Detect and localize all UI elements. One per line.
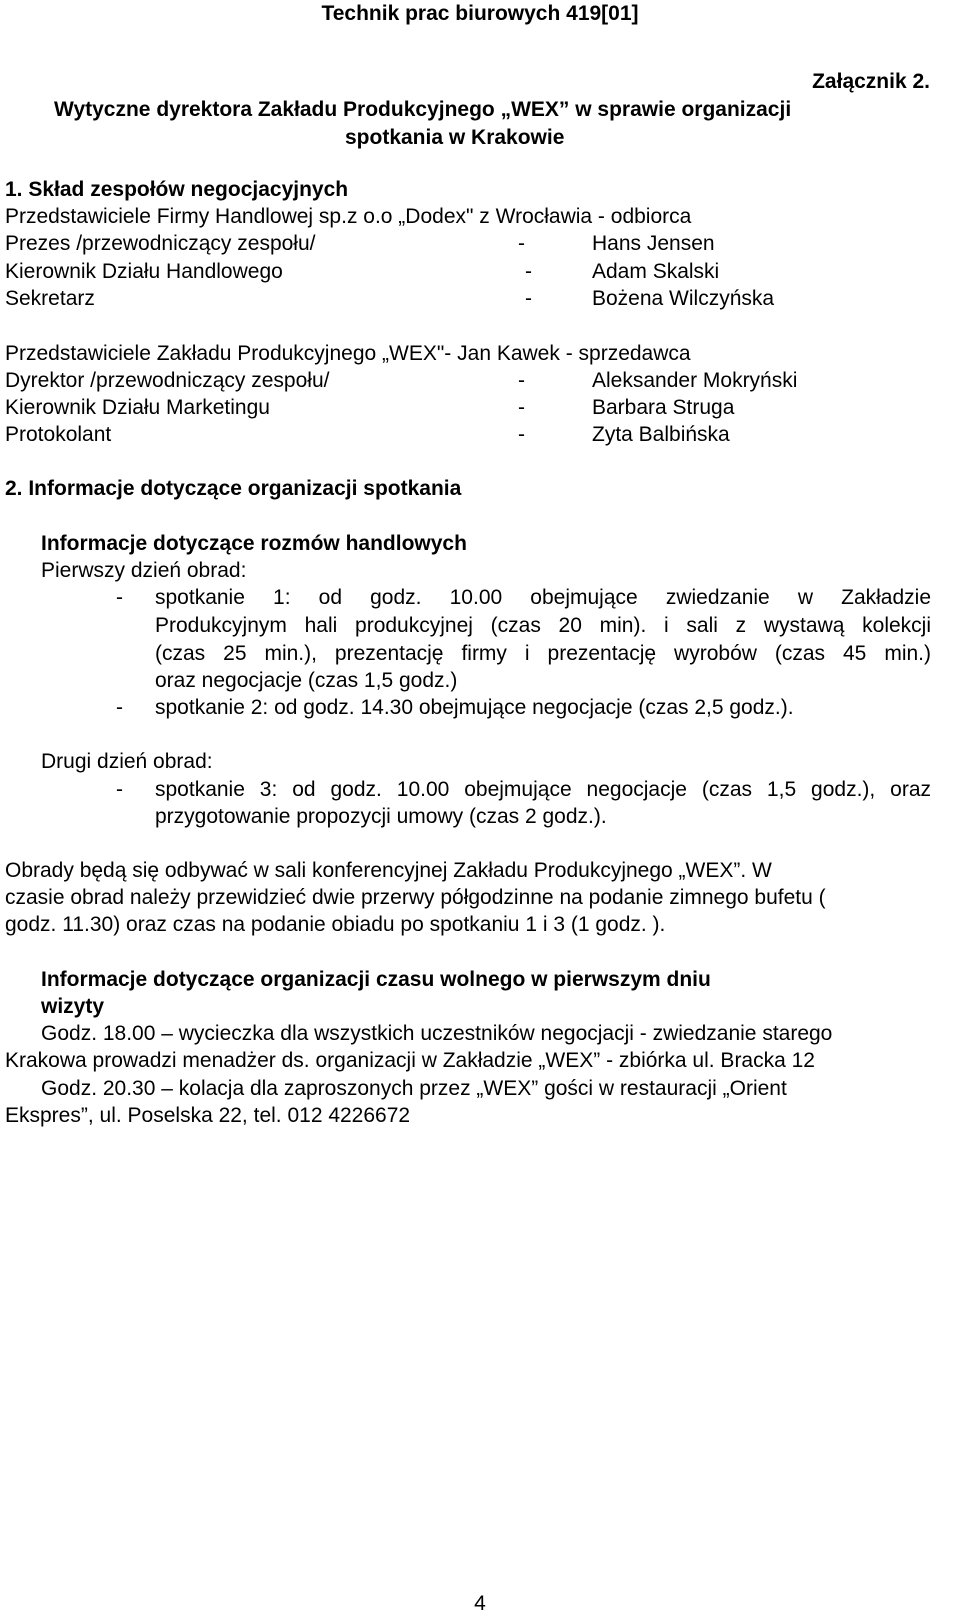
group-1-row <box>0 258 960 286</box>
row-separator: - <box>525 287 532 310</box>
venue-line: Obrady będą się odbywać w sali konferencyjnej Zakładu Produkcyjnego „WEX”. W <box>5 859 772 882</box>
venue-line: czasie obrad należy przewidzieć dwie przerwy półgodzinne na podanie zimnego bufetu ( <box>5 886 826 909</box>
person-name: Adam Skalski <box>592 260 720 283</box>
row-separator: - <box>525 260 532 283</box>
subsection-free-time: Informacje dotyczące organizacji czasu wolnego w pierwszym dniu <box>41 968 711 991</box>
group-1-row <box>0 285 960 313</box>
day-1-label: Pierwszy dzień obrad: <box>41 559 247 582</box>
person-name: Zyta Balbińska <box>592 423 730 446</box>
meeting-2-line: spotkanie 2: od godz. 14.30 obejmujące negocjacje (czas 2,5 godz.). <box>155 696 794 719</box>
meeting-3-line: przygotowanie propozycji umowy (czas 2 godz.). <box>155 805 607 828</box>
free-time-line: Godz. 18.00 – wycieczka dla wszystkich uczestników negocjacji - zwiedzanie starego <box>41 1022 833 1045</box>
person-name: Hans Jensen <box>592 232 715 255</box>
group-2-title: Przedstawiciele Zakładu Produkcyjnego „WEX"- Jan Kawek - sprzedawca <box>5 342 691 365</box>
person-name: Aleksander Mokryński <box>592 369 798 392</box>
person-name: Bożena Wilczyńska <box>592 287 775 310</box>
section-1-heading: 1. Skład zespołów negocjacyjnych <box>5 178 349 201</box>
list-bullet: - <box>116 778 123 801</box>
subsection-free-time: wizyty <box>41 995 105 1018</box>
group-1-row <box>0 230 960 258</box>
meeting-1-line: oraz negocjacje (czas 1,5 godz.) <box>155 669 458 692</box>
row-separator: - <box>518 396 525 419</box>
role-label: Prezes /przewodniczący zespołu/ <box>5 232 316 255</box>
role-label: Kierownik Działu Handlowego <box>5 260 283 283</box>
free-time-line: Krakowa prowadzi menadżer ds. organizacji w Zakładzie „WEX” - zbiórka ul. Bracka 12 <box>5 1049 815 1072</box>
annex-label: Załącznik 2. <box>812 70 930 93</box>
meeting-1-line: Produkcyjnym hali produkcyjnej (czas 20 min). i sali z wystawą kolekcji <box>155 614 931 637</box>
meeting-3-line: spotkanie 3: od godz. 10.00 obejmujące negocjacje (czas 1,5 godz.), oraz <box>155 778 931 801</box>
row-separator: - <box>518 369 525 392</box>
meeting-1-line: (czas 25 min.), prezentację firmy i prezentację wyrobów (czas 45 min.) <box>155 642 931 665</box>
row-separator: - <box>518 232 525 255</box>
role-label: Kierownik Działu Marketingu <box>5 396 270 419</box>
role-label: Sekretarz <box>5 287 95 310</box>
group-2-row <box>0 367 960 395</box>
document-title-line-1: Wytyczne dyrektora Zakładu Produkcyjnego „WEX” w sprawie organizacji <box>54 98 792 121</box>
group-1-title: Przedstawiciele Firmy Handlowej sp.z o.o „Dodex" z Wrocławia - odbiorca <box>5 205 692 228</box>
section-2-heading: 2. Informacje dotyczące organizacji spotkania <box>5 477 462 500</box>
person-name: Barbara Struga <box>592 396 735 419</box>
row-separator: - <box>518 423 525 446</box>
group-2-row <box>0 394 960 422</box>
list-bullet: - <box>116 696 123 719</box>
free-time-line: Ekspres”, ul. Poselska 22, tel. 012 4226672 <box>5 1104 411 1127</box>
subsection-trade-talks: Informacje dotyczące rozmów handlowych <box>41 532 467 555</box>
venue-line: godz. 11.30) oraz czas na podanie obiadu po spotkaniu 1 i 3 (1 godz. ). <box>5 913 666 936</box>
header-title: Technik prac biurowych 419[01] <box>321 2 639 25</box>
role-label: Dyrektor /przewodniczący zespołu/ <box>5 369 330 392</box>
role-label: Protokolant <box>5 423 112 446</box>
list-bullet: - <box>116 586 123 609</box>
document-title-line-2: spotkania w Krakowie <box>345 126 565 149</box>
meeting-1-line: spotkanie 1: od godz. 10.00 obejmujące zwiedzanie w Zakładzie <box>155 586 931 609</box>
page-number: 4 <box>474 1592 486 1615</box>
group-2-row <box>0 421 960 449</box>
day-2-label: Drugi dzień obrad: <box>41 750 213 773</box>
free-time-line: Godz. 20.30 – kolacja dla zaproszonych przez „WEX” gości w restauracji „Orient <box>41 1077 787 1100</box>
